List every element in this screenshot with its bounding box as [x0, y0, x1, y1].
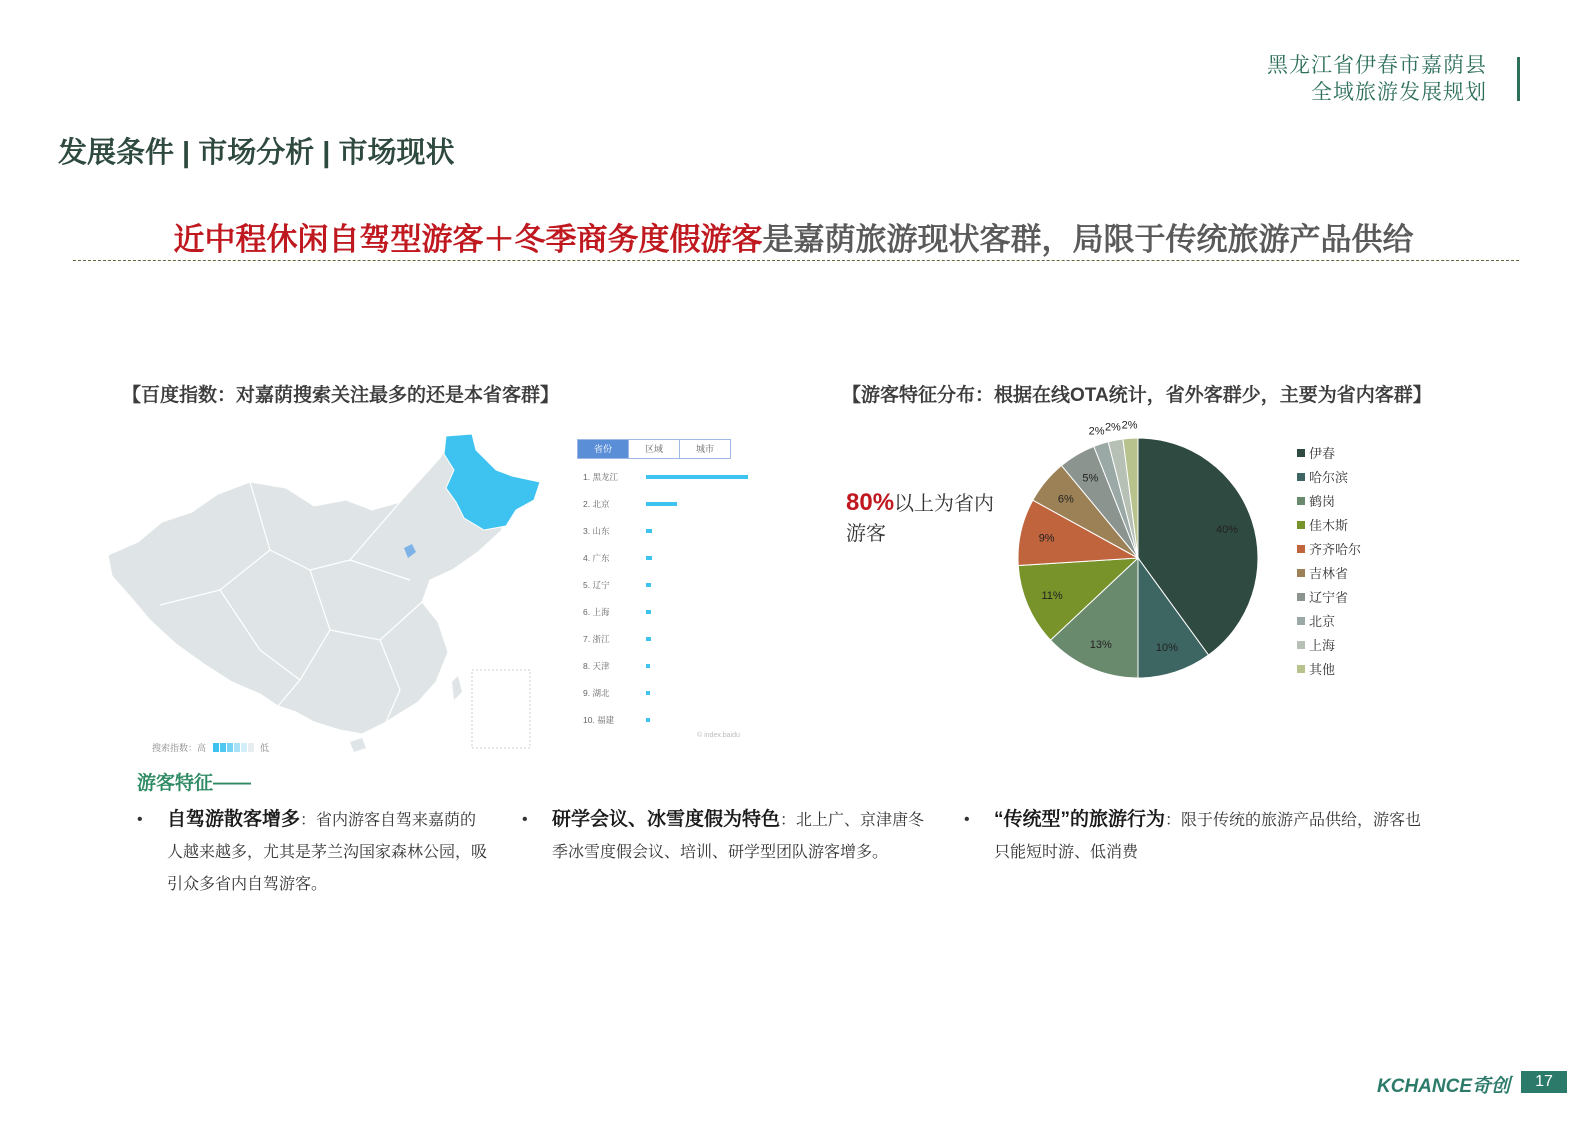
pie-data-label: 6%: [1057, 493, 1074, 506]
legend-swatch: [1297, 473, 1305, 481]
ranking-row: [583, 498, 635, 512]
pie-data-label: 5%: [1082, 472, 1099, 485]
report-title-line2: 全域旅游发展规划: [1311, 81, 1487, 104]
legend-swatch: [1297, 545, 1305, 553]
ranking-bar: [646, 637, 651, 641]
pie-legend-item: [1297, 467, 1348, 486]
pie-data-label: 2%: [1121, 419, 1138, 432]
ranking-bar: [646, 583, 651, 587]
pie-legend-item: [1297, 659, 1335, 678]
headline-divider: [73, 260, 1519, 261]
tab-city[interactable]: 城市: [695, 444, 714, 454]
ranking-bar: [646, 502, 677, 506]
legend-swatch: [1297, 617, 1305, 625]
ranking-label: 5. 辽宁: [583, 580, 610, 590]
legend-label: 佳木斯: [1309, 518, 1349, 533]
pie-data-label: 40%: [1216, 524, 1239, 537]
legend-label: 伊春: [1309, 446, 1336, 461]
feature-item-2-title: 研学会议、冰雪度假为特色: [552, 809, 781, 830]
page-number: 17: [1521, 1071, 1567, 1093]
bullet-dot: •: [964, 811, 970, 828]
company-logo: KCHANCE奇创: [1377, 1076, 1511, 1097]
map-legend-scale: [213, 743, 254, 754]
visitor-pie-chart: [1000, 410, 1280, 690]
baidu-index-caption: 【百度指数：对嘉荫搜索关注最多的还是本省客群】: [122, 385, 560, 406]
legend-swatch: [1297, 497, 1305, 505]
ranking-bar: [646, 610, 651, 614]
feature-item-1-title: 自驾游散客增多: [167, 809, 301, 830]
feature-item-2: [522, 804, 932, 869]
legend-swatch: [1297, 593, 1305, 601]
ranking-bar: [646, 691, 650, 695]
pie-legend-item: [1297, 635, 1335, 654]
legend-label: 哈尔滨: [1309, 470, 1349, 485]
ranking-label: 7. 浙江: [583, 634, 610, 644]
pie-legend-item: [1297, 563, 1348, 582]
map-legend: [152, 741, 269, 754]
ranking-label: 1. 黑龙江: [583, 472, 618, 482]
ranking-bar: [646, 664, 650, 668]
feature-item-1: [137, 804, 492, 901]
legend-swatch: [1297, 665, 1305, 673]
pie-data-label: 10%: [1155, 642, 1178, 655]
tab-region[interactable]: 区域: [629, 440, 680, 458]
pie-data-label: 2%: [1088, 425, 1105, 438]
province-ranking-panel: [575, 437, 750, 742]
ranking-label: 3. 山东: [583, 526, 610, 536]
feature-item-3: [964, 804, 1434, 869]
ranking-bar: [646, 475, 748, 479]
ranking-label: 4. 广东: [583, 553, 610, 563]
bullet-dot: •: [137, 811, 143, 828]
ranking-row: [583, 525, 635, 539]
pie-data-label: 11%: [1041, 590, 1063, 603]
pie-legend-item: [1297, 539, 1361, 558]
ranking-bar: [646, 529, 652, 533]
legend-swatch: [1297, 569, 1305, 577]
ranking-row: [583, 633, 635, 647]
page-headline: [0, 214, 1587, 259]
map-legend-high: 搜索指数：高: [152, 743, 207, 753]
header-divider: [1517, 57, 1520, 101]
report-title: [1267, 52, 1487, 106]
feature-item-3-text: ：限于传统的旅游产品供给，游客也只能短时游、低消费: [994, 812, 1422, 861]
baidu-watermark: © index.baidu: [697, 732, 740, 739]
ranking-row: [583, 687, 635, 701]
pie-data-label: 13%: [1089, 638, 1112, 651]
bullet-dot: •: [522, 811, 528, 828]
legend-label: 其他: [1309, 662, 1336, 677]
pie-legend-item: [1297, 587, 1348, 606]
ota-caption: 【游客特征分布：根据在线OTA统计，省外客群少，主要为省内客群】: [842, 385, 1432, 406]
ranking-row: [583, 660, 635, 674]
pie-legend-item: [1297, 443, 1335, 462]
ranking-row: [583, 606, 635, 620]
pie-legend-item: [1297, 491, 1335, 510]
ranking-bar: [646, 718, 650, 722]
pie-legend-item: [1297, 611, 1335, 630]
legend-label: 鹤岗: [1309, 494, 1336, 509]
south-china-sea-box: [472, 670, 530, 748]
ranking-row: [583, 714, 635, 728]
pie-legend-item: [1297, 515, 1348, 534]
legend-swatch: [1297, 521, 1305, 529]
legend-label: 吉林省: [1309, 566, 1349, 581]
callout-percent: 80%: [846, 489, 895, 516]
hainan-island: [350, 738, 366, 752]
legend-swatch: [1297, 449, 1305, 457]
report-title-line1: 黑龙江省伊春市嘉荫县: [1267, 54, 1487, 77]
ranking-row: [583, 471, 635, 485]
ranking-row: [583, 552, 635, 566]
pie-data-label: 9%: [1038, 532, 1055, 545]
feature-item-3-title: “传统型”的旅游行为: [994, 809, 1166, 830]
ranking-label: 6. 上海: [583, 607, 610, 617]
legend-label: 辽宁省: [1309, 590, 1349, 605]
callout: [846, 488, 996, 549]
ranking-row: [583, 579, 635, 593]
legend-label: 齐齐哈尔: [1309, 542, 1362, 557]
headline-highlight: 近中程休闲自驾型游客＋冬季商务度假游客: [173, 222, 763, 257]
legend-swatch: [1297, 641, 1305, 649]
china-map: [100, 430, 560, 760]
taiwan-island: [452, 676, 462, 700]
ranking-label: 8. 天津: [583, 661, 610, 671]
legend-label: 北京: [1309, 614, 1336, 629]
map-legend-low: 低: [260, 743, 270, 753]
region-tabs: [577, 439, 731, 459]
legend-label: 上海: [1309, 638, 1336, 653]
ranking-label: 2. 北京: [583, 499, 610, 509]
ranking-label: 9. 湖北: [583, 688, 610, 698]
feature-item-1-text: ：省内游客自驾来嘉荫的人越来越多，尤其是茅兰沟国家森林公园，吸引众多省内自驾游客。: [167, 812, 488, 893]
headline-rest: 是嘉荫旅游现状客群，局限于传统旅游产品供给: [762, 222, 1414, 257]
breadcrumb: 发展条件 | 市场分析 | 市场现状: [58, 137, 455, 169]
tab-province[interactable]: 省份: [578, 440, 629, 458]
feature-item-2-text: ：北上广、京津唐冬季冰雪度假会议、培训、研学型团队游客增多。: [552, 812, 925, 861]
ranking-label: 10. 福建: [583, 715, 615, 725]
callout-text: 以上为省内游客: [846, 493, 995, 545]
ranking-bar: [646, 556, 652, 560]
features-title: 游客特征——: [137, 773, 252, 794]
pie-data-label: 2%: [1104, 421, 1121, 434]
china-landmass: [108, 440, 502, 734]
